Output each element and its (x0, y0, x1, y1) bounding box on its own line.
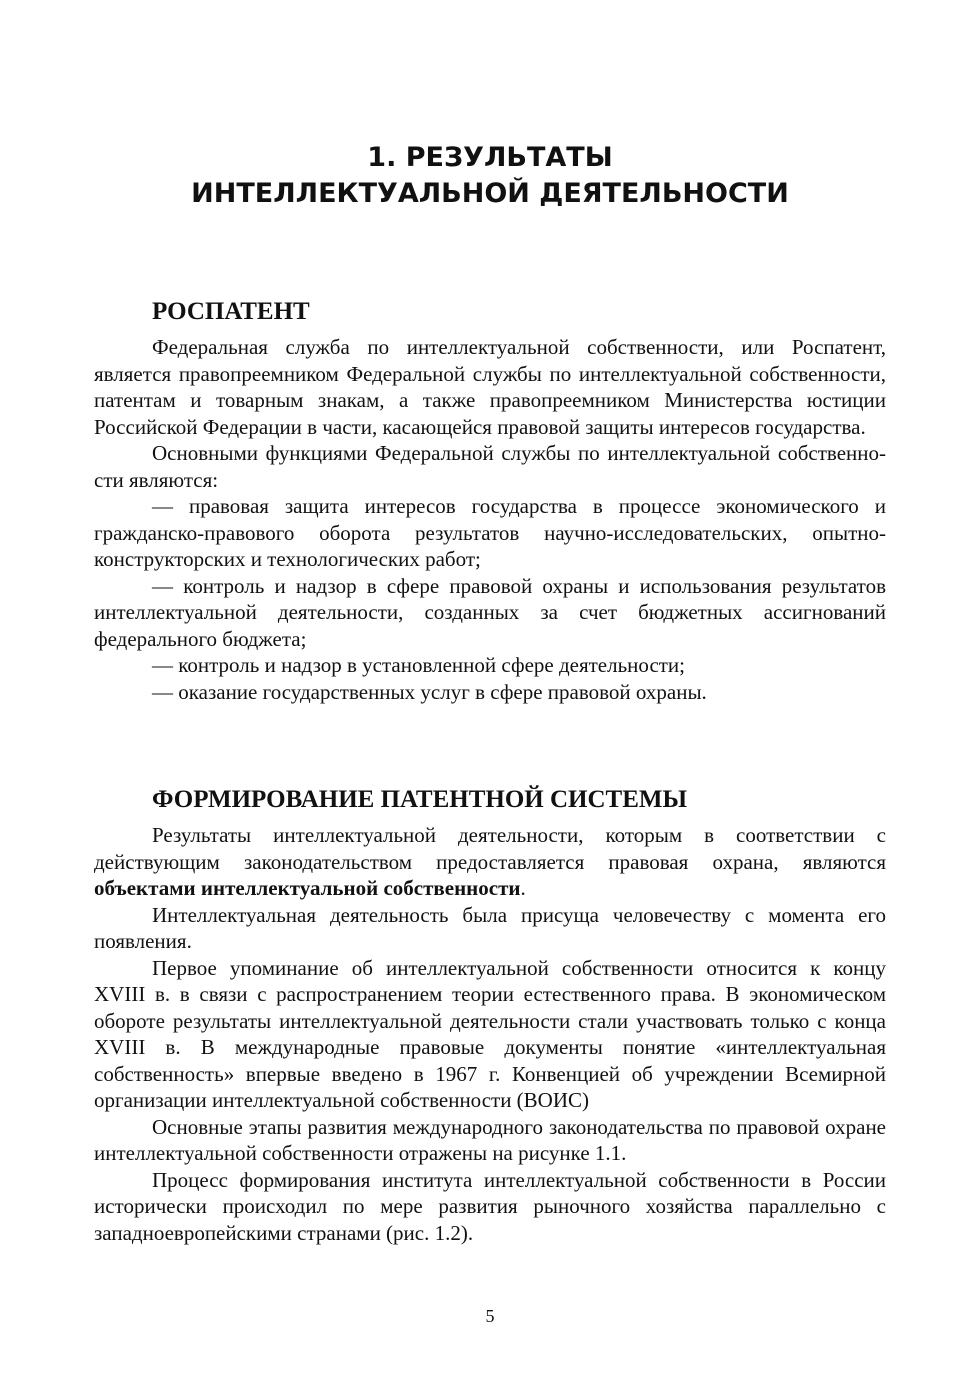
chapter-title-line-2: ИНТЕЛЛЕКТУАЛЬНОЙ ДЕЯТЕЛЬНОСТИ (191, 178, 789, 209)
list-item: — правовая защита интересов государства в процессе экономического и гражданско-правового оборота результатов научно-исследовательских, опытно-конструкторских и технологических работ; (94, 494, 886, 571)
paragraph (94, 822, 886, 902)
paragraph: Первое упоминание об интеллектуальной собственности относится к концу XVIII в. в связи с распространением теории естественного права. В экономическом обороте результаты интеллектуальной деятельности стали участвовать только с конца XVIII в. В международные правовые документы понятие «интеллектуальная собственность» впервые введено в 1967 г. Конвенцией об учреждении Всемирной организации интеллектуальной собственности (ВОИС) (94, 955, 886, 1112)
list-item: — контроль и надзор в установленной сфере деятельности; (152, 653, 686, 677)
paragraph: Основные этапы развития международного законодательства по правовой охране интеллектуальной собственности отражены на рисунке 1.1. (94, 1114, 886, 1165)
section-heading-patent-system: ФОРМИРОВАНИЕ ПАТЕНТНОЙ СИСТЕМЫ (152, 786, 688, 813)
section-rospatent (94, 296, 886, 705)
paragraph: Федеральная служба по интеллектуальной собственности, или Роспатент, является правопреемником Федеральной службы по интеллектуальной собственности, патентам и товарным знакам, а также правопреемником Министерства юстиции Российской Федерации в части, касающейся правовой защиты интересов государства. (94, 335, 886, 439)
paragraph: Интеллектуальная деятельность была присуща человечеству с момента его появления. (94, 902, 886, 953)
bold-term: объектами интеллектуальной собственности (94, 876, 521, 900)
list-item: — контроль и надзор в сфере правовой охраны и использования результатов интеллектуальной деятельности, созданных за счет бюджетных ассигнований федерального бюджета; (94, 573, 886, 651)
page-number: 5 (485, 1306, 495, 1326)
section-heading-rospatent: РОСПАТЕНТ (152, 298, 310, 325)
chapter-title-line-1: 1. РЕЗУЛЬТАТЫ (367, 142, 613, 173)
chapter-title (0, 140, 980, 212)
paragraph: Основными функциями Федеральной службы по интеллектуальной собственности являются: (94, 441, 886, 492)
paragraph-end: . (520, 876, 526, 900)
paragraph: Процесс формирования института интеллектуальной собственности в России исторически происходил по мере развития рыночного хозяйства параллельно с западноевропейскими странами (рис. 1.2). (94, 1167, 886, 1245)
paragraph-text: Результаты интеллектуальной деятельности, которым в соответствии с действующим законодательством предоставляется правовая охрана, являются (94, 823, 886, 874)
list-item: — оказание государственных услуг в сфере правовой охраны. (152, 679, 707, 704)
section-patent-system (94, 784, 886, 1246)
